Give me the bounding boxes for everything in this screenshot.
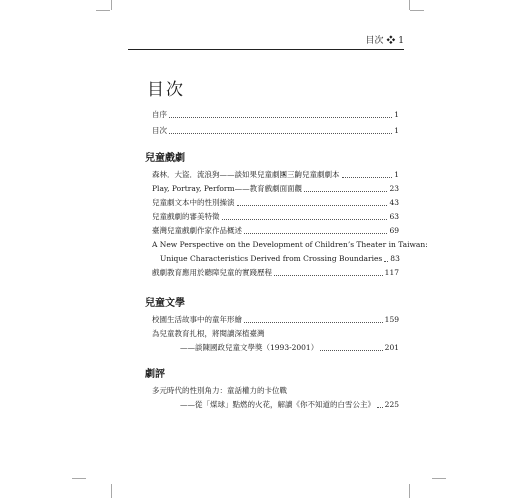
toc-entry-page: 117 [384, 268, 399, 277]
toc-entry[interactable] [152, 224, 399, 236]
toc-entry-title: Unique Characteristics Derived from Crossing Boundaries [160, 254, 383, 263]
section-heading: 兒童戲劇 [145, 153, 185, 164]
toc-entry[interactable] [152, 313, 399, 325]
dot-leader [237, 205, 388, 206]
crop-mark-top-right-h [410, 10, 424, 11]
toc-entry-title: 戲劇教育應用於聽障兒童的實踐歷程 [152, 268, 272, 277]
toc-entry-title: 兒童戲劇的審美特徵 [152, 212, 220, 221]
toc-entry-title: ——從「煤球」點燃的火花，解讀《你不知道的白雪公主》 [180, 400, 375, 409]
toc-entry-page: 1 [394, 110, 399, 119]
toc-entry-title: 目次 [152, 126, 167, 135]
toc-entry-title: 臺灣兒童戲劇作家作品概述 [152, 226, 242, 235]
toc-entry[interactable] [152, 196, 399, 208]
dot-leader [244, 322, 383, 323]
toc-entry[interactable] [152, 210, 399, 222]
toc-entry-title: 為兒童教育扎根，將閱讀深植臺灣 [152, 329, 265, 338]
running-header-text: 目次 ❖ 1 [365, 36, 404, 46]
toc-entry-title: 自序 [152, 110, 167, 119]
dot-leader [244, 233, 387, 234]
toc-entry-page: 225 [384, 400, 399, 409]
toc-entry[interactable] [152, 124, 399, 136]
toc-entry[interactable] [152, 168, 399, 180]
toc-entry-line[interactable] [152, 384, 399, 396]
crop-mark-bottom-left-v [111, 484, 112, 498]
header-rule [128, 49, 404, 50]
crop-mark-top-right-v [409, 0, 410, 10]
toc-entry[interactable] [152, 266, 399, 278]
toc-entry-page: 43 [389, 198, 399, 207]
dot-leader [169, 117, 392, 118]
section-heading: 兒童文學 [145, 298, 185, 309]
toc-entry-line[interactable] [152, 238, 428, 250]
toc-entry[interactable] [152, 108, 399, 120]
toc-entry-title: ——談陳國政兒童文學獎（1993-2001） [180, 343, 319, 352]
dot-leader [169, 133, 392, 134]
toc-entry[interactable] [180, 341, 399, 353]
toc-entry-title: Play, Portray, Perform——教育戲劇面面觀 [152, 184, 303, 193]
toc-entry-line[interactable] [152, 327, 399, 339]
crop-mark-top-left-v [111, 0, 112, 10]
toc-entry[interactable] [152, 182, 399, 194]
dot-leader [320, 350, 382, 351]
toc-entry[interactable] [160, 252, 399, 264]
dot-leader [304, 191, 387, 192]
crop-mark-bottom-right-h [432, 478, 446, 479]
toc-entry-page: 83 [390, 254, 400, 263]
toc-entry-page: 63 [389, 212, 399, 221]
crop-mark-top-left-h [96, 10, 110, 11]
running-header [128, 35, 404, 49]
toc-entry-page: 1 [394, 170, 399, 179]
dot-leader [384, 261, 388, 262]
crop-mark-bottom-left-h [72, 478, 86, 479]
dot-leader [342, 177, 393, 178]
toc-entry-page: 201 [384, 343, 399, 352]
toc-entry-page: 69 [389, 226, 399, 235]
toc-entry-page: 23 [389, 184, 399, 193]
toc-entry-page: 159 [384, 315, 399, 324]
toc-entry-title: 兒童劇文本中的性別操演 [152, 198, 235, 207]
toc-entry-page: 1 [394, 126, 399, 135]
toc-entry-title: 校園生活故事中的童年形繪 [152, 315, 242, 324]
page-title: 目次 [147, 80, 185, 100]
section-heading: 劇評 [145, 369, 165, 380]
toc-entry[interactable] [180, 398, 399, 410]
toc-entry-title: 多元時代的性別角力：童話權力的卡位戰 [152, 386, 287, 395]
dot-leader [377, 407, 383, 408]
dot-leader [222, 219, 388, 220]
crop-mark-bottom-right-v [409, 484, 410, 498]
toc-entry-title: 森林．大盜．流浪狗——談如果兒童劇團三齣兒童劇劇本 [152, 170, 340, 179]
dot-leader [274, 275, 383, 276]
toc-entry-title: A New Perspective on the Development of Children’s Theater in Taiwan: [152, 240, 428, 249]
